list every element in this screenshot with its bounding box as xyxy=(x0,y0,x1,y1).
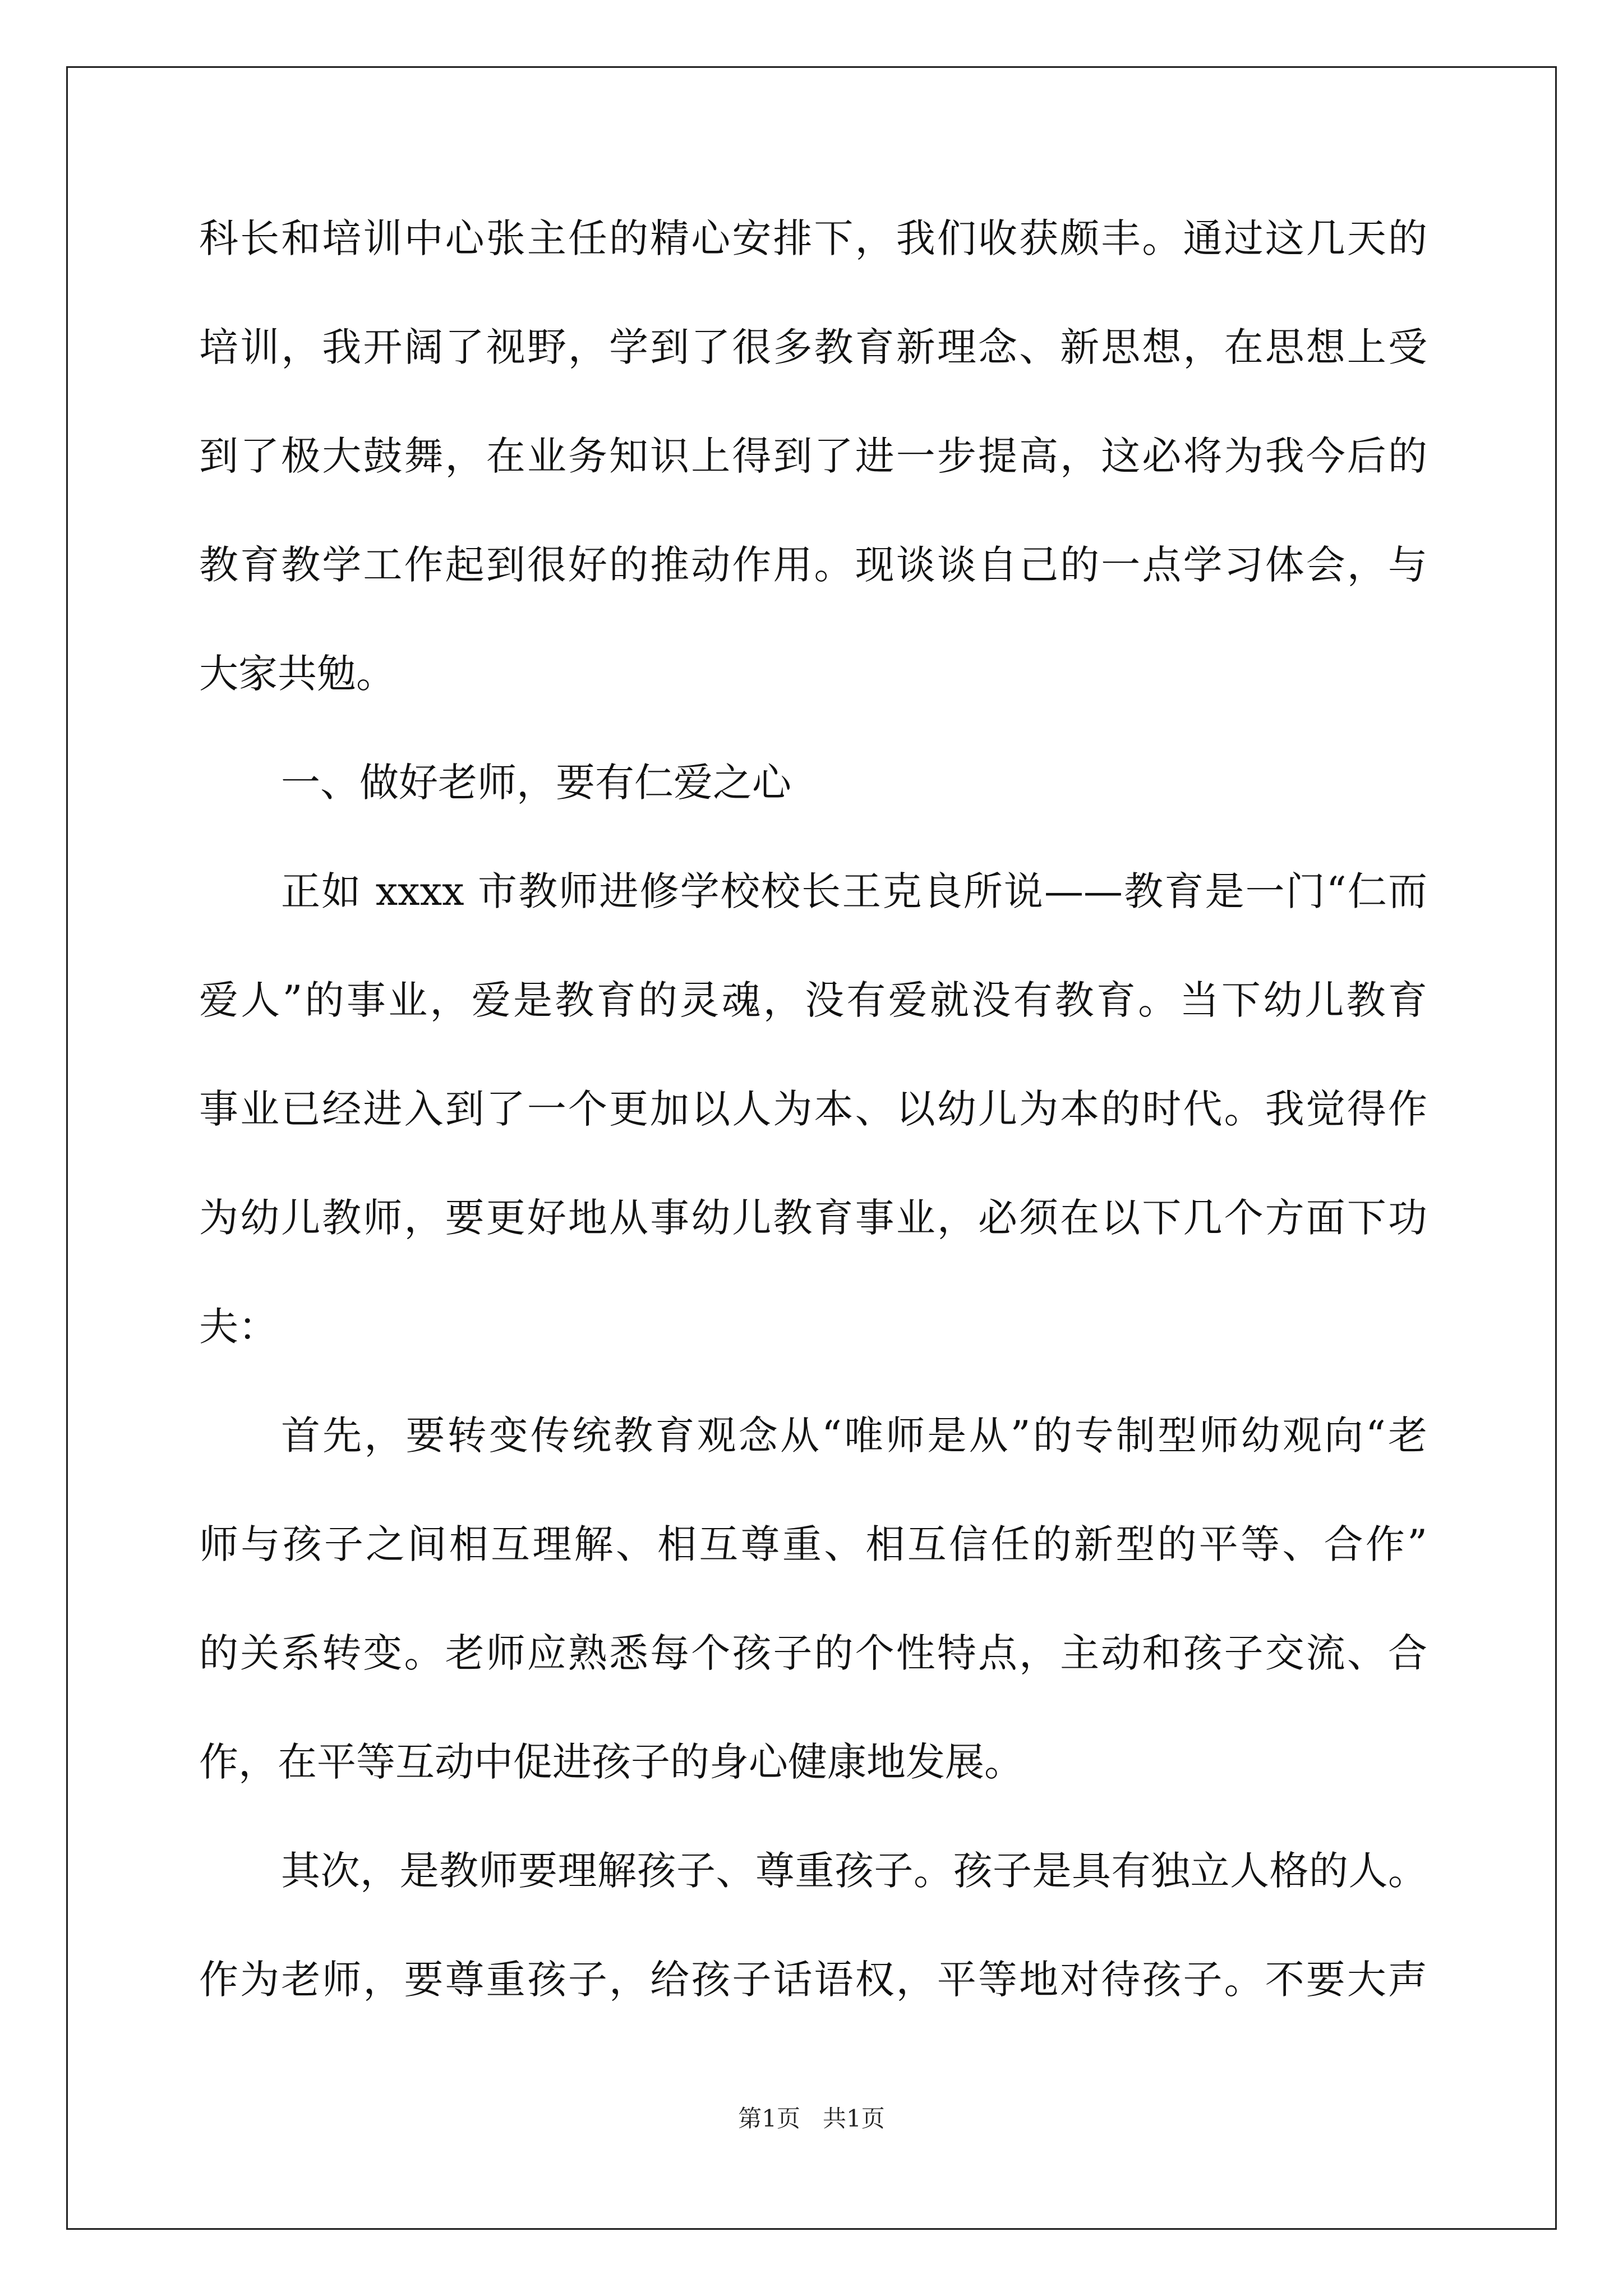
section-heading: 一、做好老师，要有仁爱之心 xyxy=(281,760,791,806)
document-body xyxy=(199,215,1427,2069)
body-line: 爱人”的事业，爱是教育的灵魂，没有爱就没有教育。当下幼儿教育 xyxy=(199,977,1427,1023)
paragraph-first-line: 其次，是教师要理解孩子、尊重孩子。孩子是具有独立人格的人。 xyxy=(281,1848,1427,1894)
body-line: 到了极大鼓舞，在业务知识上得到了进一步提高，这必将为我今后的 xyxy=(199,433,1427,479)
body-line: 夫： xyxy=(199,1304,278,1350)
body-line: 师与孩子之间相互理解、相互尊重、相互信任的新型的平等、合作” xyxy=(199,1521,1427,1567)
body-line: 教育教学工作起到很好的推动作用。现谈谈自己的一点学习体会，与 xyxy=(199,542,1427,588)
body-line: 事业已经进入到了一个更加以人为本、以幼儿为本的时代。我觉得作 xyxy=(199,1086,1427,1132)
body-line: 培训，我开阔了视野，学到了很多教育新理念、新思想，在思想上受 xyxy=(199,324,1427,370)
body-line: 大家共勉。 xyxy=(199,651,395,697)
body-line: 的关系转变。老师应熟悉每个孩子的个性特点，主动和孩子交流、合 xyxy=(199,1630,1427,1676)
paragraph-first-line: 首先，要转变传统教育观念从“唯师是从”的专制型师幼观向“老 xyxy=(281,1412,1427,1458)
body-line: 科长和培训中心张主任的精心安排下，我们收获颇丰。通过这几天的 xyxy=(199,215,1427,261)
body-line: 为幼儿教师，要更好地从事幼儿教育事业，必须在以下几个方面下功 xyxy=(199,1195,1427,1241)
body-line: 作，在平等互动中促进孩子的身心健康地发展。 xyxy=(199,1739,1023,1785)
paragraph-first-line: 正如 xxxx 市教师进修学校校长王克良所说——教育是一门“仁而 xyxy=(281,868,1427,914)
page-number-footer: 第1页 共1页 xyxy=(738,2105,885,2132)
body-line: 作为老师，要尊重孩子，给孩子话语权，平等地对待孩子。不要大声 xyxy=(199,1957,1427,2003)
